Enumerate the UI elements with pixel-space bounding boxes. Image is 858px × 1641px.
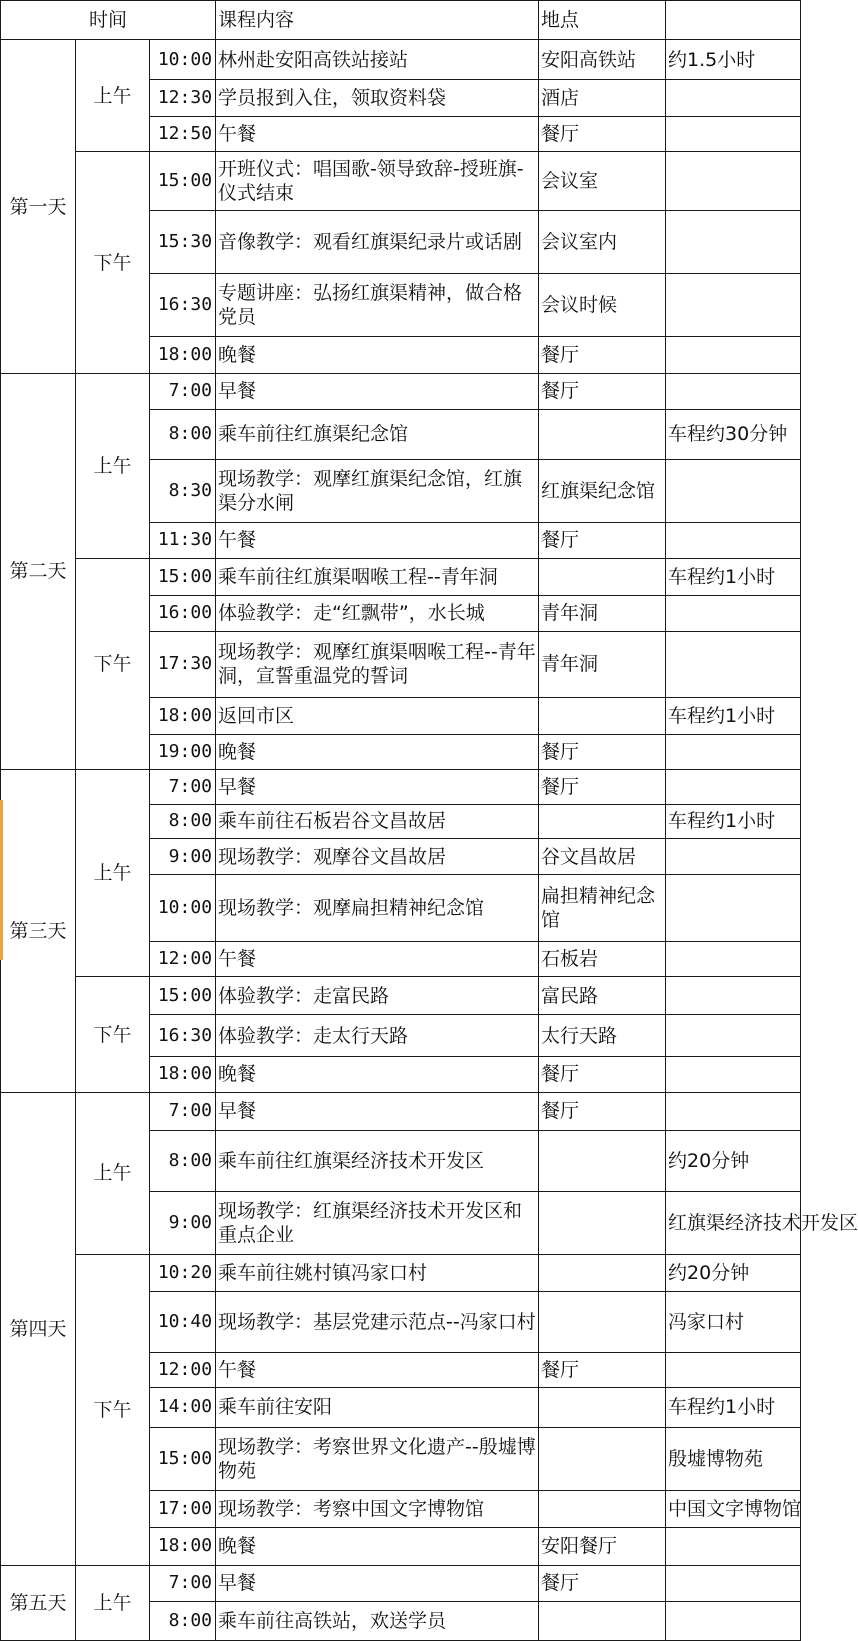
time-cell: 18:00: [150, 336, 216, 373]
time-cell: 7:00: [150, 1092, 216, 1130]
schedule-row: [1, 769, 801, 804]
location-cell: 餐厅: [539, 1565, 666, 1601]
time-cell: 8:00: [150, 409, 216, 459]
note-cell: [666, 152, 801, 211]
time-cell: 17:30: [150, 631, 216, 697]
time-cell: 10:20: [150, 1254, 216, 1291]
time-cell: 12:00: [150, 941, 216, 977]
note-cell: [666, 595, 801, 631]
time-cell: 16:00: [150, 595, 216, 631]
note-cell: [666, 1601, 801, 1641]
time-cell: 11:30: [150, 522, 216, 558]
note-cell: [666, 1352, 801, 1388]
activity-cell: 午餐: [216, 1352, 539, 1388]
location-cell: [539, 697, 666, 734]
time-cell: 8:00: [150, 1130, 216, 1191]
location-cell: 餐厅: [539, 1056, 666, 1092]
location-cell: 餐厅: [539, 769, 666, 804]
activity-cell: 乘车前往安阳: [216, 1388, 539, 1427]
note-cell: 冯家口村: [666, 1291, 801, 1352]
period-label: 下午: [76, 558, 150, 769]
period-label: 上午: [76, 769, 150, 977]
activity-cell: 乘车前往红旗渠经济技术开发区: [216, 1130, 539, 1191]
time-cell: 18:00: [150, 697, 216, 734]
activity-cell: 体验教学：走太行天路: [216, 1015, 539, 1056]
schedule-row: [1, 558, 801, 595]
activity-cell: 晚餐: [216, 336, 539, 373]
activity-cell: 专题讲座：弘扬红旗渠精神，做合格党员: [216, 273, 539, 336]
activity-cell: 早餐: [216, 769, 539, 804]
note-cell: 红旗渠经济技术开发区: [666, 1191, 801, 1254]
location-cell: 扁担精神纪念馆: [539, 875, 666, 941]
header-content: 课程内容: [216, 1, 539, 40]
activity-cell: 晚餐: [216, 1527, 539, 1565]
location-cell: 青年洞: [539, 631, 666, 697]
day-label: 第二天: [1, 373, 76, 769]
schedule-row: [1, 40, 801, 80]
note-cell: [666, 80, 801, 117]
schedule-row: [1, 1254, 801, 1291]
location-cell: [539, 1388, 666, 1427]
day-label: 第一天: [1, 40, 76, 374]
location-cell: 餐厅: [539, 117, 666, 152]
note-cell: [666, 769, 801, 804]
note-cell: [666, 875, 801, 941]
note-cell: [666, 941, 801, 977]
location-cell: [539, 1191, 666, 1254]
activity-cell: 体验教学：走“红飘带”，水长城: [216, 595, 539, 631]
activity-cell: 乘车前往高铁站，欢送学员: [216, 1601, 539, 1641]
period-label: 上午: [76, 373, 150, 558]
day-label: 第五天: [1, 1565, 76, 1640]
location-cell: 会议室: [539, 152, 666, 211]
note-cell: [666, 839, 801, 875]
location-cell: 富民路: [539, 977, 666, 1015]
activity-cell: 现场教学：观摩扁担精神纪念馆: [216, 875, 539, 941]
activity-cell: 早餐: [216, 1565, 539, 1601]
activity-cell: 早餐: [216, 373, 539, 409]
location-cell: 餐厅: [539, 1352, 666, 1388]
period-label: 下午: [76, 152, 150, 374]
day-label: 第三天: [1, 769, 76, 1092]
time-cell: 12:50: [150, 117, 216, 152]
note-cell: [666, 522, 801, 558]
note-cell: 车程约1小时: [666, 558, 801, 595]
time-cell: 15:30: [150, 210, 216, 273]
time-cell: 9:00: [150, 1191, 216, 1254]
header-time: 时间: [1, 1, 216, 40]
time-cell: 12:30: [150, 80, 216, 117]
note-cell: [666, 373, 801, 409]
note-cell: [666, 734, 801, 769]
header-location: 地点: [539, 1, 666, 40]
time-cell: 15:00: [150, 977, 216, 1015]
note-cell: 车程约1小时: [666, 697, 801, 734]
time-cell: 7:00: [150, 1565, 216, 1601]
note-cell: 约20分钟: [666, 1130, 801, 1191]
note-cell: 车程约1小时: [666, 804, 801, 839]
location-cell: 安阳高铁站: [539, 40, 666, 80]
activity-cell: 学员报到入住，领取资料袋: [216, 80, 539, 117]
time-cell: 7:00: [150, 373, 216, 409]
note-cell: [666, 1565, 801, 1601]
activity-cell: 晚餐: [216, 734, 539, 769]
activity-cell: 晚餐: [216, 1056, 539, 1092]
period-label: 下午: [76, 977, 150, 1092]
location-cell: 会议室内: [539, 210, 666, 273]
location-cell: 酒店: [539, 80, 666, 117]
location-cell: [539, 1490, 666, 1527]
time-cell: 10:00: [150, 40, 216, 80]
activity-cell: 现场教学：观摩谷文昌故居: [216, 839, 539, 875]
time-cell: 9:00: [150, 839, 216, 875]
location-cell: 餐厅: [539, 522, 666, 558]
activity-cell: 音像教学：观看红旗渠纪录片或话剧: [216, 210, 539, 273]
activity-cell: 现场教学：考察世界文化遗产--殷墟博物苑: [216, 1427, 539, 1490]
activity-cell: 体验教学：走富民路: [216, 977, 539, 1015]
note-cell: 约1.5小时: [666, 40, 801, 80]
time-cell: 8:30: [150, 459, 216, 522]
location-cell: 会议时候: [539, 273, 666, 336]
location-cell: 餐厅: [539, 734, 666, 769]
note-cell: 约20分钟: [666, 1254, 801, 1291]
activity-cell: 现场教学：观摩红旗渠纪念馆，红旗渠分水闸: [216, 459, 539, 522]
time-cell: 14:00: [150, 1388, 216, 1427]
activity-cell: 开班仪式：唱国歌-领导致辞-授班旗-仪式结束: [216, 152, 539, 211]
location-cell: [539, 1130, 666, 1191]
time-cell: 15:00: [150, 152, 216, 211]
header-row: [1, 1, 801, 40]
location-cell: 太行天路: [539, 1015, 666, 1056]
period-label: 下午: [76, 1254, 150, 1565]
time-cell: 10:00: [150, 875, 216, 941]
note-cell: [666, 459, 801, 522]
time-cell: 7:00: [150, 769, 216, 804]
location-cell: 餐厅: [539, 1092, 666, 1130]
time-cell: 12:00: [150, 1352, 216, 1388]
schedule-row: [1, 1092, 801, 1130]
location-cell: [539, 558, 666, 595]
location-cell: 红旗渠纪念馆: [539, 459, 666, 522]
location-cell: [539, 1427, 666, 1490]
location-cell: [539, 804, 666, 839]
activity-cell: 午餐: [216, 941, 539, 977]
time-cell: 18:00: [150, 1527, 216, 1565]
note-cell: [666, 1527, 801, 1565]
note-cell: [666, 1015, 801, 1056]
activity-cell: 现场教学：基层党建示范点--冯家口村: [216, 1291, 539, 1352]
schedule-body: [1, 1, 858, 1641]
note-cell: [666, 631, 801, 697]
activity-cell: 现场教学：红旗渠经济技术开发区和重点企业: [216, 1191, 539, 1254]
time-cell: 19:00: [150, 734, 216, 769]
activity-cell: 现场教学：考察中国文字博物馆: [216, 1490, 539, 1527]
time-cell: 15:00: [150, 1427, 216, 1490]
schedule-row: [1, 1565, 801, 1601]
note-cell: [666, 336, 801, 373]
day-label: 第四天: [1, 1092, 76, 1565]
period-label: 上午: [76, 40, 150, 152]
location-cell: 谷文昌故居: [539, 839, 666, 875]
activity-cell: 林州赴安阳高铁站接站: [216, 40, 539, 80]
location-cell: 石板岩: [539, 941, 666, 977]
time-cell: 17:00: [150, 1490, 216, 1527]
location-cell: 青年洞: [539, 595, 666, 631]
location-cell: 餐厅: [539, 336, 666, 373]
location-cell: [539, 1291, 666, 1352]
schedule-row: [1, 977, 801, 1015]
note-cell: [666, 273, 801, 336]
location-cell: [539, 1254, 666, 1291]
location-cell: [539, 1601, 666, 1641]
note-cell: 中国文字博物馆: [666, 1490, 801, 1527]
activity-cell: 乘车前往红旗渠纪念馆: [216, 409, 539, 459]
note-cell: 车程约30分钟: [666, 409, 801, 459]
time-cell: 16:30: [150, 1015, 216, 1056]
activity-cell: 午餐: [216, 522, 539, 558]
note-cell: 殷墟博物苑: [666, 1427, 801, 1490]
time-cell: 18:00: [150, 1056, 216, 1092]
time-cell: 16:30: [150, 273, 216, 336]
activity-cell: 乘车前往石板岩谷文昌故居: [216, 804, 539, 839]
period-label: 上午: [76, 1565, 150, 1640]
location-cell: [539, 409, 666, 459]
note-cell: 车程约1小时: [666, 1388, 801, 1427]
note-cell: [666, 1056, 801, 1092]
activity-cell: 现场教学：观摩红旗渠咽喉工程--青年洞，宣誓重温党的誓词: [216, 631, 539, 697]
time-cell: 10:40: [150, 1291, 216, 1352]
period-label: 上午: [76, 1092, 150, 1254]
note-cell: [666, 1092, 801, 1130]
schedule-row: [1, 152, 801, 211]
time-cell: 8:00: [150, 1601, 216, 1641]
activity-cell: 早餐: [216, 1092, 539, 1130]
note-cell: [666, 210, 801, 273]
header-note: [666, 1, 801, 40]
activity-cell: 乘车前往红旗渠咽喉工程--青年洞: [216, 558, 539, 595]
time-cell: 8:00: [150, 804, 216, 839]
note-cell: [666, 117, 801, 152]
activity-cell: 乘车前往姚村镇冯家口村: [216, 1254, 539, 1291]
location-cell: 餐厅: [539, 373, 666, 409]
location-cell: 安阳餐厅: [539, 1527, 666, 1565]
activity-cell: 返回市区: [216, 697, 539, 734]
schedule-row: [1, 373, 801, 409]
time-cell: 15:00: [150, 558, 216, 595]
activity-cell: 午餐: [216, 117, 539, 152]
left-edge-highlight: [0, 800, 3, 960]
note-cell: [666, 977, 801, 1015]
